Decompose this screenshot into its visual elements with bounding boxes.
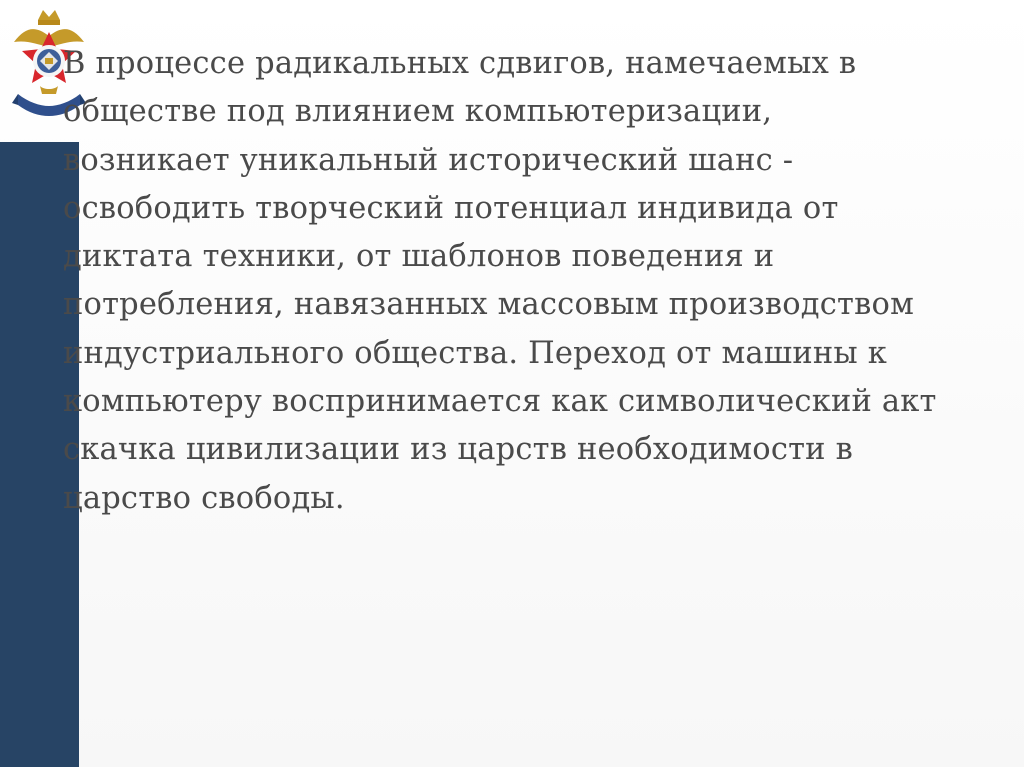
- body-line: освободить творческий потенциал индивида от: [63, 190, 839, 226]
- body-line: компьютеру воспринимается как символический акт: [63, 384, 937, 420]
- body-line: царство свободы.: [63, 480, 345, 516]
- body-line: скачка цивилизации из царств необходимости в: [63, 432, 853, 468]
- body-line: В процессе радикальных сдвигов, намечаемых в: [63, 46, 857, 81]
- body-text: [63, 40, 1013, 523]
- body-line: индустриального общества. Переход от машины к: [63, 335, 888, 371]
- body-line: потребления, навязанных массовым производством: [63, 287, 914, 323]
- body-line: обществе под влиянием компьютеризации,: [63, 94, 773, 130]
- body-line: возникает уникальный исторический шанс -: [63, 142, 794, 178]
- body-line: диктата техники, от шаблонов поведения и: [63, 239, 775, 275]
